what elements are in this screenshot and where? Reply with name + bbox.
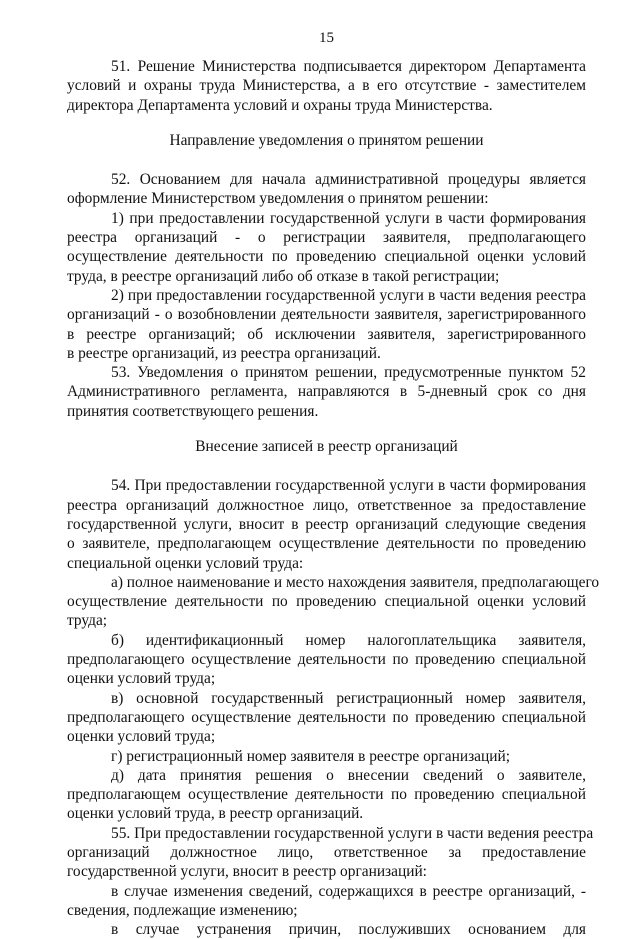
text-line: в случае устранения причин, послуживших основанием для — [111, 921, 586, 939]
text-line: 51. Решение Министерства подписывается директором Департамента — [111, 58, 586, 75]
paragraph — [67, 286, 586, 363]
text-line: 52. Основанием для начала административной процедуры является — [111, 171, 586, 189]
text-line: реестра организаций должностное лицо, ответственное за предоставление — [67, 496, 586, 514]
paragraph — [67, 882, 586, 921]
paragraph — [67, 631, 586, 689]
text-line: в случае изменения сведений, содержащихся в реестре организаций, - — [111, 882, 586, 900]
text-line: оформление Министерством уведомления о принятом решении: — [67, 190, 489, 208]
text-line: о заявителе, предполагающем осуществление деятельности по проведению — [67, 535, 586, 553]
text-line: условий и охраны труда Министерства, а в его отсутствие - заместителем — [67, 77, 586, 95]
text-line: в реестре организаций; об исключении заявителя, зарегистрированного — [67, 325, 586, 343]
text-line: государственной услуги, вносит в реестр организаций: — [67, 863, 427, 881]
paragraph — [67, 824, 594, 882]
text-line: Административного регламента, направляются в 5-дневный срок со дня — [67, 383, 586, 401]
paragraph — [67, 689, 586, 747]
paragraph — [67, 920, 586, 939]
document-body — [67, 57, 600, 939]
text-line: сведения, подлежащие изменению; — [67, 901, 298, 919]
text-line: организаций - о возобновлении деятельности заявителя, зарегистрированного — [67, 306, 586, 324]
text-line: 53. Уведомления о принятом решении, предусмотренные пунктом 52 — [111, 364, 586, 382]
text-line: труда; — [67, 612, 108, 630]
paragraph — [67, 766, 586, 824]
text-line: директора Департамента условий и охраны труда Министерства. — [67, 96, 493, 114]
text-line: 55. При предоставлении государственной услуги в части ведения реестра — [111, 824, 594, 842]
text-line: реестра организаций - о регистрации заявителя, предполагающего — [67, 229, 586, 247]
text-line: 1) при предоставлении государственной услуги в части формирования — [111, 209, 586, 227]
text-line: в) основной государственный регистрационный номер заявителя, — [111, 689, 586, 707]
text-line: труда, в реестре организаций либо об отказе в такой регистрации; — [67, 267, 500, 285]
text-line: осуществление деятельности по проведению специальной оценки условий — [67, 248, 586, 266]
paragraph — [67, 170, 586, 209]
text-line: принятия соответствующего решения. — [67, 402, 319, 420]
text-line: осуществление деятельности по проведению специальной оценки условий — [67, 593, 586, 611]
text-line: специальной оценки условий труда: — [67, 554, 304, 572]
text-line: оценки условий труда; — [67, 728, 216, 746]
paragraph — [67, 573, 600, 631]
paragraph — [67, 747, 586, 766]
paragraph — [67, 57, 586, 115]
text-line: д) дата принятия решения о внесении сведений о заявителе, — [111, 766, 586, 784]
paragraph — [67, 476, 586, 572]
text-line: б) идентификационный номер налогоплательщика заявителя, — [111, 631, 586, 649]
text-line: предполагающего осуществление деятельности по проведению специальной — [67, 651, 586, 669]
text-line: государственной услуги, вносит в реестр организаций следующие сведения — [67, 515, 586, 533]
text-line: г) регистрационный номер заявителя в реестре организаций; — [111, 747, 510, 765]
section-heading: Внесение записей в реестр организаций — [195, 438, 458, 456]
text-line: организаций должностное лицо, ответственное за предоставление — [67, 843, 586, 861]
section-heading: Направление уведомления о принятом решении — [169, 131, 484, 149]
text-line: оценки условий труда; — [67, 670, 216, 688]
text-line: 54. При предоставлении государственной услуги в части формирования — [111, 477, 586, 495]
page-number: 15 — [319, 30, 334, 46]
paragraph — [67, 209, 586, 286]
text-line: оценки условий труда, в реестр организаций. — [67, 805, 364, 823]
paragraph — [67, 363, 586, 421]
text-line: 2) при предоставлении государственной услуги в части ведения реестра — [111, 286, 586, 304]
text-line: предполагающего осуществление деятельности по проведению специальной — [67, 708, 586, 726]
text-line: а) полное наименование и место нахождения заявителя, предполагающего — [111, 573, 600, 591]
text-line: в реестре организаций, из реестра организаций. — [67, 344, 381, 362]
text-line: предполагающем осуществление деятельности по проведению специальной — [67, 786, 586, 804]
